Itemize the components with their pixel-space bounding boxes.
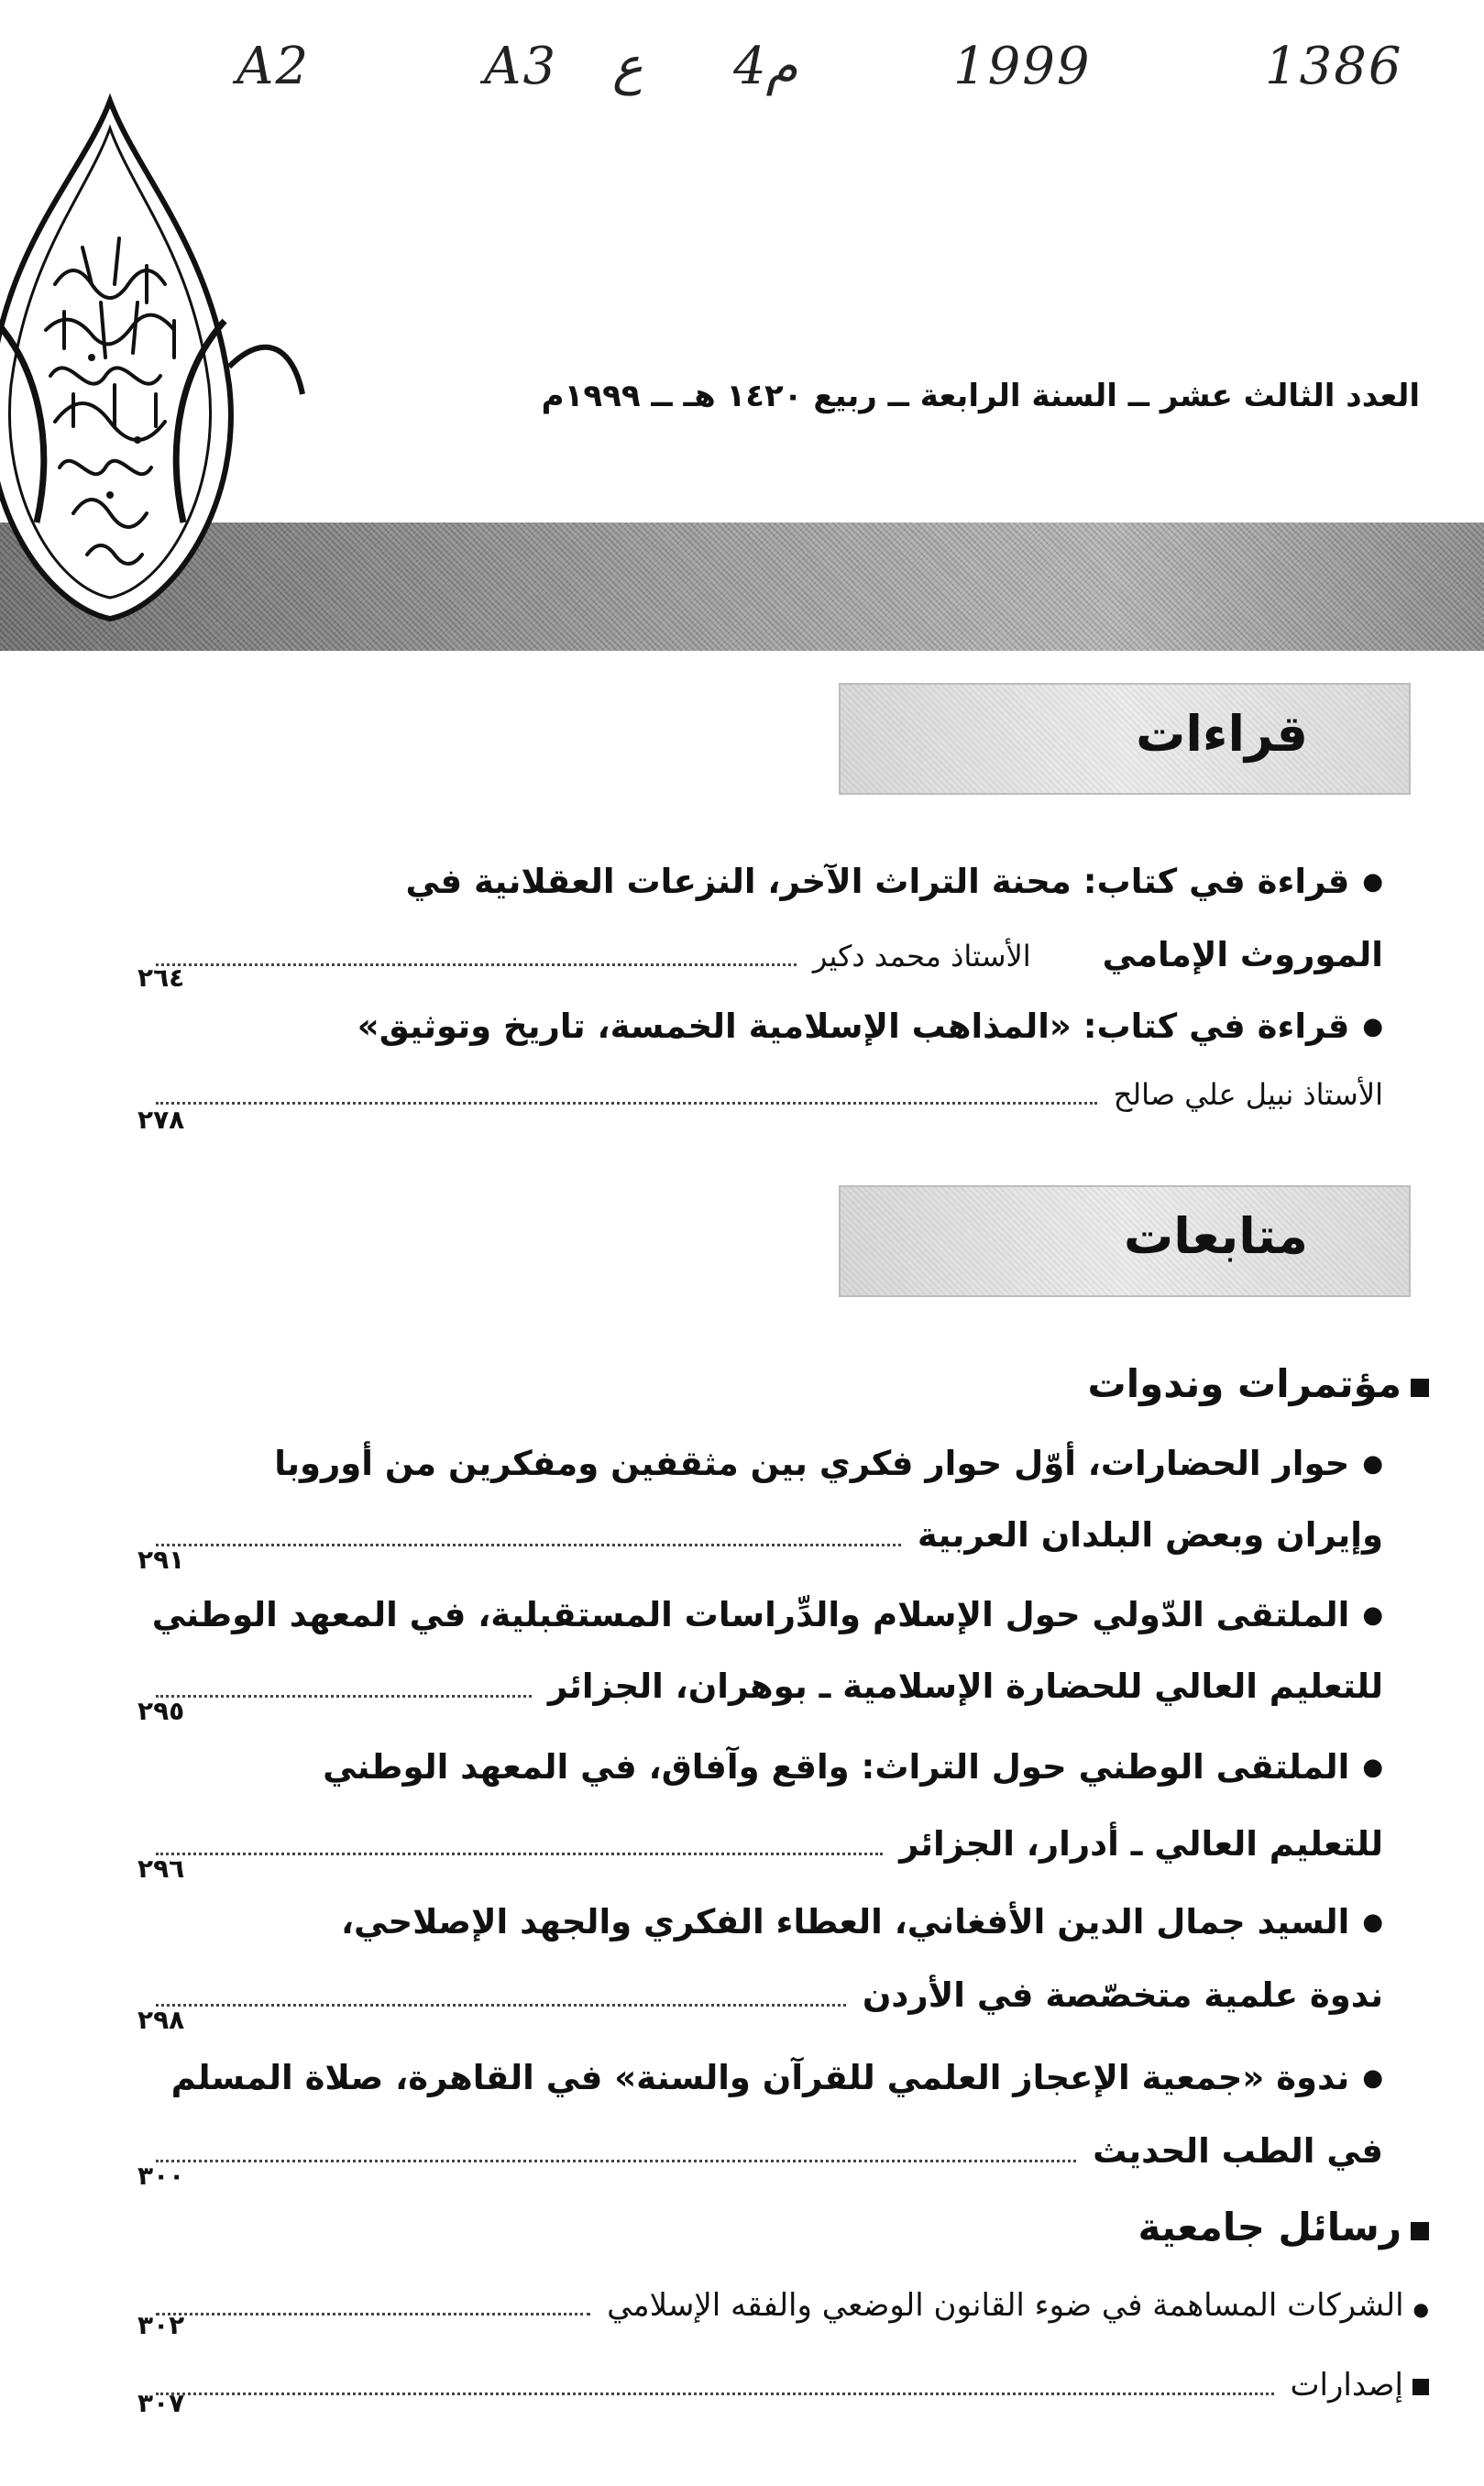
handwritten-mark: ع xyxy=(612,37,643,96)
page-number: ٢٩١ xyxy=(137,1545,185,1575)
subsection-heading-theses: رسائل جامعية xyxy=(1138,2205,1430,2250)
section-title: متابعات xyxy=(1123,1207,1308,1265)
section-header-readings xyxy=(839,683,1411,795)
page-number: ٢٩٦ xyxy=(137,1854,185,1884)
calligraphy-emblem-icon xyxy=(0,92,312,642)
toc-entry-line: ● ندوة «جمعية الإعجاز العلمي للقرآن والسنة» في القاهرة، صلاة المسلم xyxy=(171,2058,1383,2097)
section-header-followups xyxy=(839,1185,1411,1297)
handwritten-mark: 1999 xyxy=(953,37,1092,96)
subsection-heading-conferences: مؤتمرات وندوات xyxy=(1088,1361,1429,1406)
toc-entry-tail xyxy=(137,1666,1383,1712)
page-number: ٣٠٧ xyxy=(137,2388,185,2418)
toc-entry-tail xyxy=(137,2131,1383,2177)
subsection-heading-publications: إصدارات xyxy=(137,2367,1429,2413)
dot-leader xyxy=(156,1543,901,1546)
toc-entry-text: الموروث الإمامي xyxy=(1102,935,1383,974)
toc-entry-line: ● السيد جمال الدين الأفغاني، العطاء الفكري والجهد الإصلاحي، xyxy=(341,1902,1383,1942)
dot-leader xyxy=(156,2003,846,2007)
toc-entry-text: في الطب الحديث xyxy=(1093,2131,1383,2171)
toc-entry-tail xyxy=(137,1824,1383,1870)
page-number: ٢٩٨ xyxy=(137,2005,185,2035)
handwritten-mark: 1386 xyxy=(1265,37,1403,96)
dot-leader xyxy=(156,962,797,966)
dot-leader xyxy=(156,1852,883,1855)
toc-entry-line: ● قراءة في كتاب: «المذاهب الإسلامية الخمسة، تاريخ وتوثيق» xyxy=(357,1006,1383,1046)
handwritten-mark: A2 xyxy=(236,37,311,96)
toc-entry-line: ● الملتقى الدّولي حول الإسلام والدِّراسات المستقبلية، في المعهد الوطني xyxy=(152,1595,1383,1634)
toc-entry-text: ندوة علمية متخصّصة في الأردن xyxy=(862,1975,1383,2015)
toc-entry-tail xyxy=(137,1077,1383,1123)
dot-leader xyxy=(156,2312,590,2316)
handwritten-mark: 4م xyxy=(733,37,798,96)
toc-entry-tail xyxy=(137,1515,1383,1561)
page-number: ٣٠٢ xyxy=(137,2310,185,2340)
section-title: قراءات xyxy=(1136,705,1308,763)
toc-entry-author: الأستاذ محمد دكير xyxy=(812,939,1031,974)
issue-line: العدد الثالث عشر ــ السنة الرابعة ــ ربيع ١٤٢٠ هـ ــ ١٩٩٩م xyxy=(541,378,1420,414)
toc-entry-tail xyxy=(137,1975,1383,2021)
dot-leader xyxy=(156,1101,1097,1105)
square-bullet-icon xyxy=(1413,2379,1429,2395)
page-number: ٢٧٨ xyxy=(137,1105,185,1135)
toc-entry-line: ● قراءة في كتاب: محنة التراث الآخر، النزعات العقلانية في xyxy=(405,862,1383,901)
toc-entry-text: وإيران وبعض البلدان العربية xyxy=(917,1515,1383,1555)
dot-leader xyxy=(156,2392,1274,2395)
square-bullet-icon xyxy=(1411,2222,1429,2240)
toc-entry-tail xyxy=(137,935,1383,981)
handwritten-mark: A3 xyxy=(484,37,558,96)
dot-leader xyxy=(156,1694,532,1698)
square-bullet-icon xyxy=(1411,1379,1429,1397)
page-number: ٢٩٥ xyxy=(137,1696,185,1726)
toc-entry-tail xyxy=(137,2287,1429,2333)
toc-entry-text: ●الشركات المساهمة في ضوء القانون الوضعي والفقه الإسلامي xyxy=(607,2287,1429,2324)
toc-entry-author: الأستاذ نبيل علي صالح xyxy=(1113,1077,1383,1112)
page-number: ٣٠٠ xyxy=(137,2161,185,2191)
toc-entry-text: للتعليم العالي للحضارة الإسلامية ـ بوهران، الجزائر xyxy=(547,1666,1383,1706)
toc-entry-text: للتعليم العالي ـ أدرار، الجزائر xyxy=(899,1824,1383,1864)
toc-entry-line: ● حوار الحضارات، أوّل حوار فكري بين مثقفين ومفكرين من أوروبا xyxy=(274,1444,1383,1483)
toc-entry-line: ● الملتقى الوطني حول التراث: واقع وآفاق، في المعهد الوطني xyxy=(323,1747,1383,1787)
dot-leader xyxy=(156,2159,1076,2162)
page-number: ٢٦٤ xyxy=(137,962,185,993)
